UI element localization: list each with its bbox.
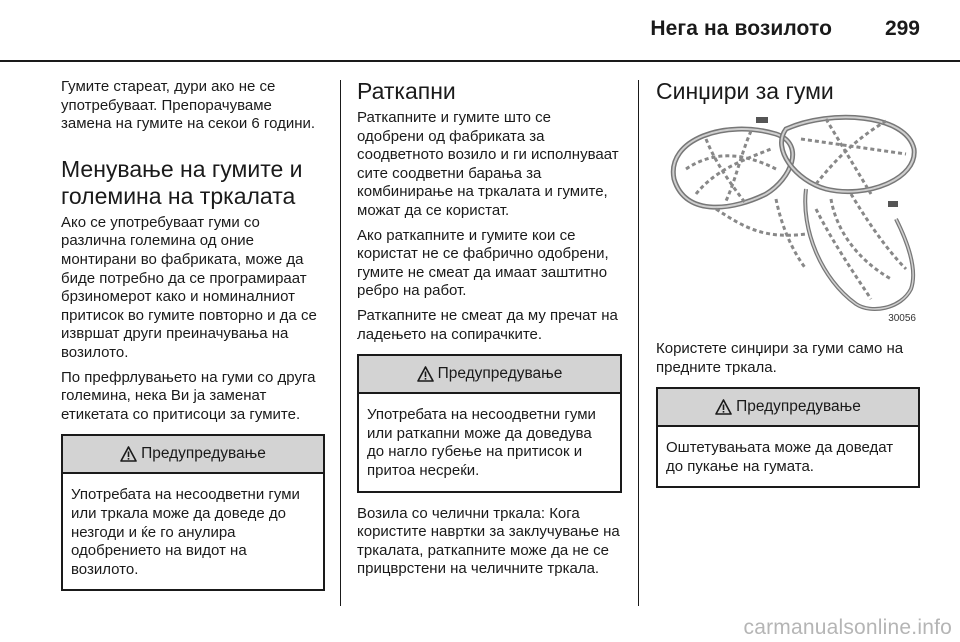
- heading-snow-chains: Синџири за гуми: [656, 78, 834, 104]
- column-1: [61, 78, 325, 603]
- warning-label: Предупредување: [736, 398, 861, 416]
- paragraph-size-change: Ако се употребуваат гуми со различна големина од оние монтирани во фабриката, може да биде потребно да се програмираат брзиномерот како и номиналниот притисок во гумите повторно и да се извршат други преиначувања на возилото.: [61, 213, 317, 361]
- column-3: [656, 78, 920, 500]
- warning-box: [656, 387, 920, 488]
- paragraph-chains-front: Користете синџири за гуми само на предните тркала.: [656, 340, 904, 376]
- column-divider-2: [638, 80, 639, 606]
- warning-text: Употребата на несоодветни гуми или тркала може да доведе до незгоди и ќе го анулира одобрението на видот на возилото.: [71, 486, 300, 578]
- paragraph-hubcaps-approved: Раткапните и гумите што се одобрени од фабриката за соодветното возило и ги исполнуваат сите соодветни барања за комбинирање на тркалата и гумите, можат да се користат.: [357, 109, 619, 219]
- paragraph-label-change: По префрлувањето на гуми со друга големина, нека Ви ја заменат етикетата со притисоци за гумите.: [61, 368, 316, 423]
- column-divider-1: [340, 80, 341, 606]
- warning-box: [357, 354, 622, 492]
- figure-id: 30056: [888, 313, 916, 324]
- page-number: 299: [884, 17, 920, 40]
- snow-chains-illustration: [656, 109, 920, 324]
- warning-label: Предупредување: [437, 365, 563, 383]
- paragraph-hubcaps-not-approved: Ако раткапните и гумите кои се користат не се фабрично одобрени, гумите не смеат да имаат заштитно ребро на работ.: [357, 226, 609, 300]
- warning-header: [359, 356, 620, 394]
- snow-chain-drawing: [656, 109, 920, 324]
- warning-text: Употребата на несоодветни гуми или раткапни може да доведува до нагло губење на притисок и притоа несреќи.: [367, 406, 596, 479]
- warning-triangle-icon: [417, 366, 434, 382]
- paragraph-hubcaps-cooling: Раткапните не смеат да му пречат на ладењето на сопирачките.: [357, 306, 618, 343]
- section-title: Нега на возилото: [650, 17, 832, 40]
- warning-triangle-icon: [120, 446, 137, 462]
- warning-triangle-icon: [715, 399, 732, 415]
- warning-text: Оштетувањата може да доведат до пукање на гумата.: [666, 439, 894, 475]
- paragraph-steel-wheels: Возила со челични тркала: Кога користите навртки за заклучување на тркалата, раткапните може да не се прицврстени на челичните тркала.: [357, 504, 620, 578]
- warning-label: Предупредување: [141, 445, 266, 463]
- header-rule: [0, 60, 960, 62]
- heading-tyre-change: Менување на гумите и големина на тркалата: [61, 155, 303, 209]
- column-2: [357, 78, 622, 585]
- page-header: [0, 0, 960, 62]
- intro-paragraph: Гумите стареат, дури ако не се употребуваат. Препорачуваме замена на гумите на секои 6 години.: [61, 78, 316, 133]
- heading-hubcaps: Раткапни: [357, 78, 456, 104]
- warning-header: [63, 436, 323, 474]
- warning-box: [61, 434, 325, 591]
- warning-header: [658, 389, 918, 427]
- watermark: carmanualsonline.info: [743, 616, 952, 639]
